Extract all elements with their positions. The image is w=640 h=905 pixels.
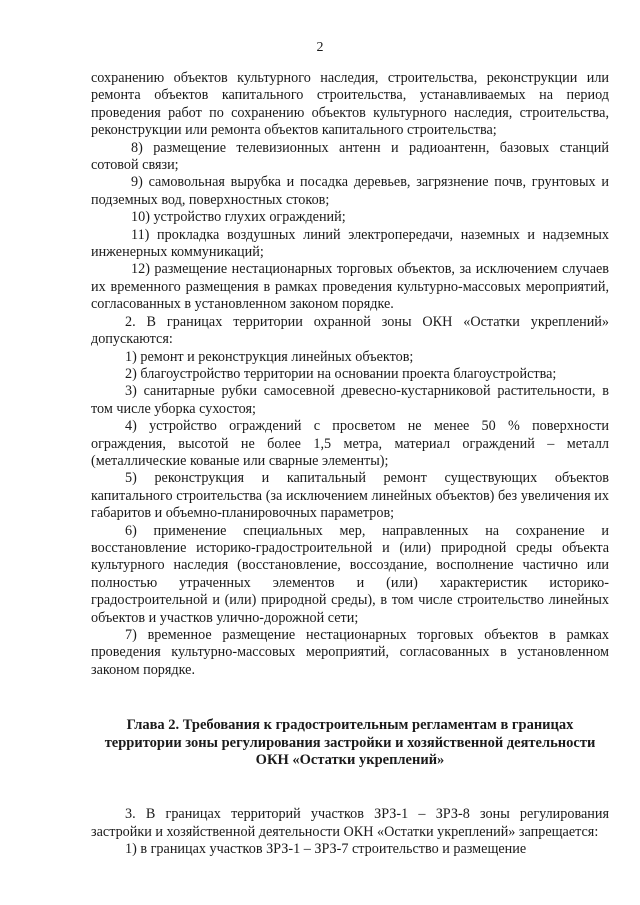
section-2-paragraphs	[91, 806, 609, 858]
paragraph: 4) устройство ограждений с просветом не менее 50 % поверхности ограждения, высотой не более 1,5 метра, материал ограждений – металл (металлические кованые или сварные элементы);	[91, 418, 609, 469]
paragraph: 5) реконструкция и капитальный ремонт существующих объектов капитального строительства (за исключением линейных объектов) без увеличения их габаритов и объемно-планировочных параметров;	[91, 470, 609, 522]
paragraph: 7) временное размещение нестационарных торговых объектов в рамках проведения культурно-массовых мероприятий, согласованных в установленном законом порядке.	[91, 627, 609, 678]
section-1-paragraphs	[91, 70, 609, 679]
paragraph: 1) в границах участков ЗРЗ-1 – ЗРЗ-7 строительство и размещение	[125, 841, 527, 858]
paragraph: 2) благоустройство территории на основании проекта благоустройства;	[125, 365, 557, 382]
paragraph: 9) самовольная вырубка и посадка деревьев, загрязнение почв, грунтовых и подземных вод, поверхностных стоков;	[91, 174, 609, 208]
paragraph: 3. В границах территорий участков ЗРЗ-1 – ЗРЗ-8 зоны регулирования застройки и хозяйственной деятельности ОКН «Остатки укреплений» запрещается:	[91, 806, 609, 840]
paragraph: 12) размещение нестационарных торговых объектов, за исключением случаев их временного размещения в рамках проведения культурно-массовых мероприятий, согласованных в установленном законом порядке.	[91, 261, 609, 313]
paragraph: 2. В границах территории охранной зоны ОКН «Остатки укреплений» допускаются:	[91, 313, 609, 348]
page-number: 2	[316, 40, 324, 55]
paragraph: 1) ремонт и реконструкция линейных объектов;	[125, 348, 414, 365]
chapter-heading: Глава 2. Требования к градостроительным регламентам в границах территории зоны регулирования застройки и хозяйственной деятельности ОКН «Остатки укреплений»	[104, 717, 596, 769]
paragraph: 8) размещение телевизионных антенн и радиоантенн, базовых станций сотовой связи;	[91, 139, 609, 174]
paragraph: 6) применение специальных мер, направленных на сохранение и восстановление историко-градостроительной и (или) природной среды объекта культурного наследия (восстановление, воссоздание, восполнение частично или полностью утраченных элементов и (или) характеристик историко-градостроительной и (или) природной среды), в том числе строительство линейных объектов и участков улично-дорожной сети;	[91, 522, 609, 626]
paragraph: 10) устройство глухих ограждений;	[131, 209, 346, 226]
paragraph: 3) санитарные рубки самосевной древесно-кустарниковой растительности, в том числе уборка сухостоя;	[91, 383, 609, 417]
document-body	[91, 70, 609, 859]
paragraph: сохранению объектов культурного наследия, строительства, реконструкции или ремонта объектов капитального строительства, устанавливаемых на период проведения работ по сохранению объектов культурного наследия, строительства, реконструкции или ремонта объектов капитального строительства;	[91, 70, 609, 139]
paragraph: 11) прокладка воздушных линий электропередачи, наземных и надземных инженерных коммуникаций;	[91, 226, 609, 261]
